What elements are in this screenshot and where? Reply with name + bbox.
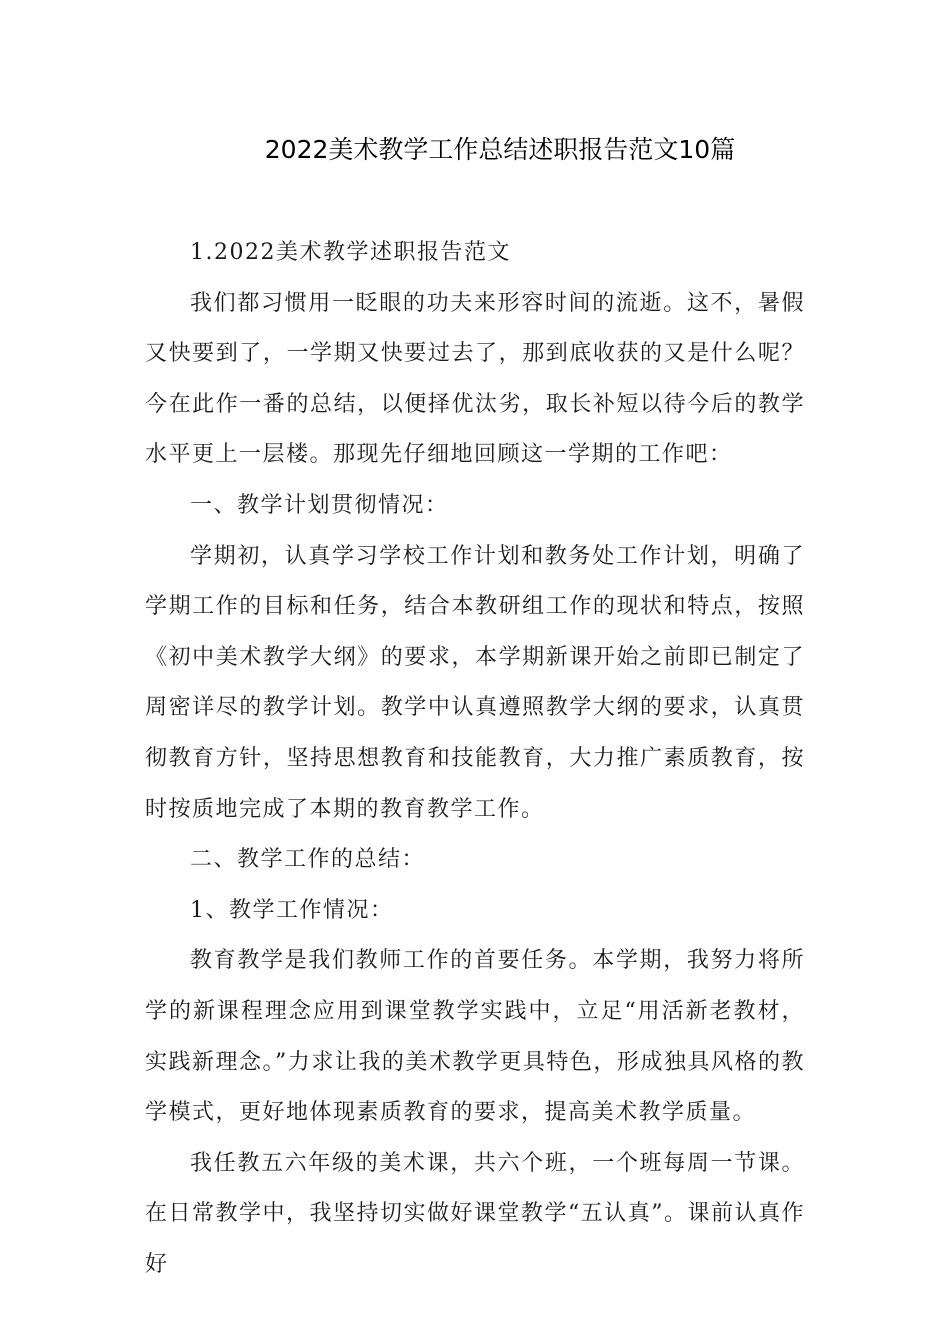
body-paragraph: 我任教五六年级的美术课，共六个班，一个班每周一节课。在日常教学中，我坚持切实做好课堂教学“五认真”。课前认真作好 — [145, 1150, 805, 1277]
document-body — [145, 228, 805, 1290]
body-paragraph: 我们都习惯用一眨眼的功夫来形容时间的流逝。这不，暑假又快要到了，一学期又快要过去了，那到底收获的又是什么呢？今在此作一番的总结，以便择优汰劣，取长补短以待今后的教学水平更上一层楼。那现先仔细地回顾这一学期的工作吧： — [145, 290, 805, 468]
section-heading: 1、教学工作情况： — [190, 897, 394, 923]
document-title: 2022美术教学工作总结述职报告范文10篇 — [264, 135, 736, 164]
body-paragraph: 教育教学是我们教师工作的首要任务。本学期，我努力将所学的新课程理念应用到课堂教学实践中，立足“用活新老教材，实践新理念。”力求让我的美术教学更具特色，形成独具风格的教学模式，更好地体现素质教育的要求，提高美术教学质量。 — [145, 948, 805, 1126]
body-paragraph: 学期初，认真学习学校工作计划和教务处工作计划，明确了学期工作的目标和任务，结合本教研组工作的现状和特点，按照《初中美术教学大纲》的要求，本学期新课开始之前即已制定了周密详尽的教学计划。教学中认真遵照教学大纲的要求，认真贯彻教育方针，坚持思想教育和技能教育，大力推广素质教育，按时按质地完成了本期的教育教学工作。 — [145, 543, 805, 822]
section-heading: 1.2022美术教学述职报告范文 — [190, 240, 511, 265]
section-heading: 一、教学计划贯彻情况： — [190, 492, 449, 518]
section-heading: 二、教学工作的总结： — [190, 847, 426, 873]
